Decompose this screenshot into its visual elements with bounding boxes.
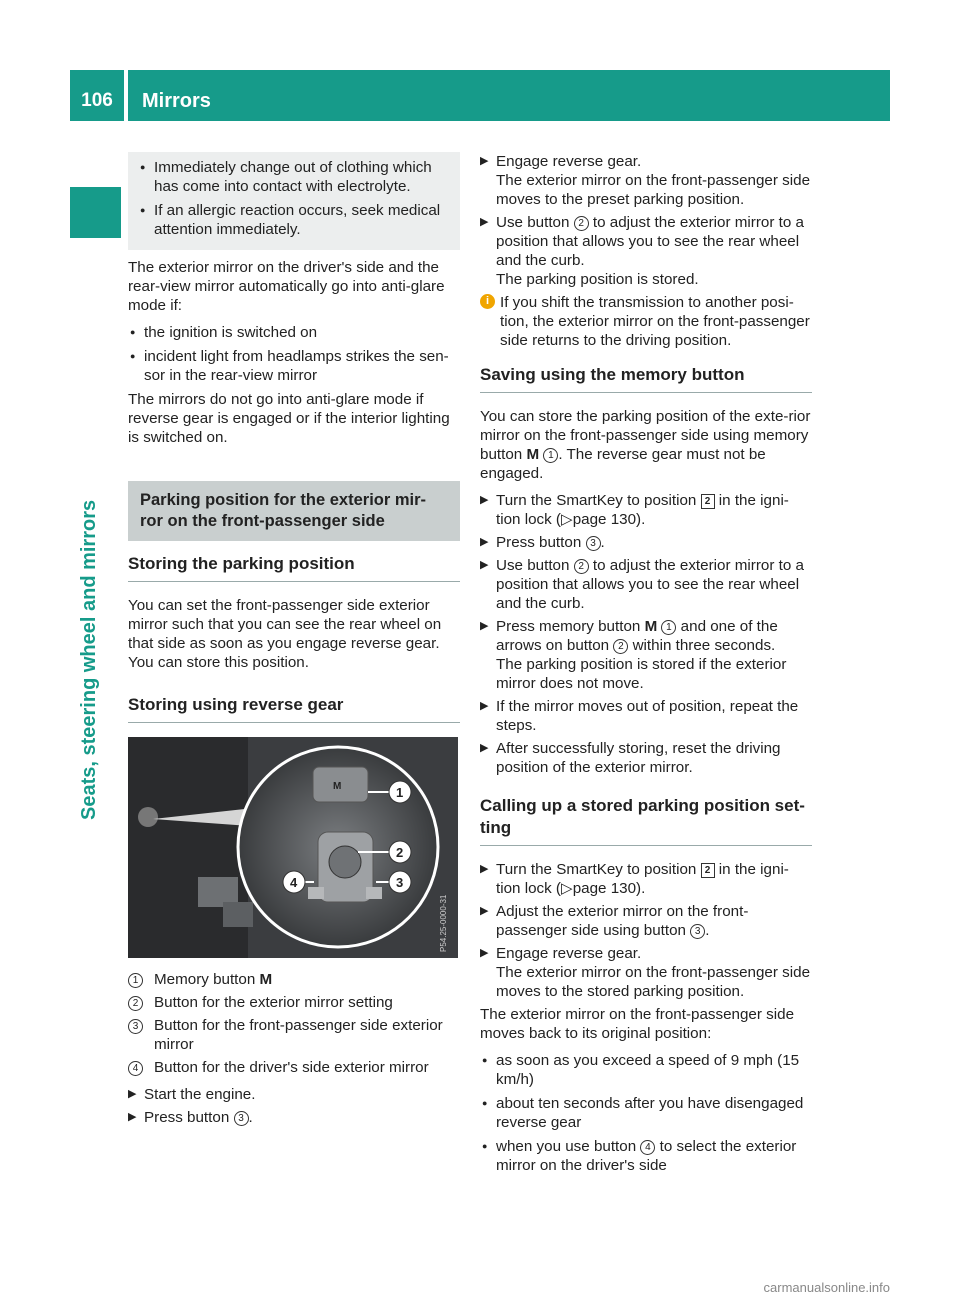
legend-item: 1 Memory button M <box>128 970 460 989</box>
paragraph: The exterior mirror on the front-passenger side moves back to its original position: <box>480 1006 795 1042</box>
subheading: Calling up a stored parking position set-ting <box>480 795 812 846</box>
warning-box <box>128 152 460 250</box>
list-item: ● when you use button 4 to select the exterior mirror on the driver's side <box>480 1137 812 1175</box>
paragraph: The exterior mirror on the driver's side and the rear-view mirror automatically go into anti-glare mode if: <box>128 259 445 314</box>
list-item: ● about ten seconds after you have disengaged reverse gear <box>480 1094 812 1132</box>
legend-item: 3 Button for the front-passenger side exterior mirror <box>128 1016 460 1054</box>
page-number: 106 <box>70 70 124 121</box>
figure-m-label: M <box>333 781 342 792</box>
legend-item: 2 Button for the exterior mirror setting <box>128 993 460 1012</box>
step: ▶ Engage reverse gear. The exterior mirror on the front-passenger side moves to the stored parking position. <box>480 944 812 1001</box>
step: ▶ Press memory button M 1 and one of the arrows on button 2 within three seconds. The parking position is stored if the exterior mirror does not move. <box>480 617 812 693</box>
step: ▶ Press button 3 . <box>480 533 812 552</box>
info-note: i If you shift the transmission to another posi-tion, the exterior mirror on the front-passenger side returns to the driving position. <box>480 293 812 350</box>
list-item: ● the ignition is switched on <box>128 323 460 342</box>
list-item: ● incident light from headlamps strikes the sen-sor in the rear-view mirror <box>128 347 460 385</box>
subheading: Saving using the memory button <box>480 364 812 393</box>
paragraph: The mirrors do not go into anti-glare mode if reverse gear is engaged or if the interior lighting is switched on. <box>128 391 450 446</box>
left-column <box>128 152 460 1131</box>
step: ▶ Turn the SmartKey to position 2 in the igni-tion lock (▷page 130). <box>480 491 812 529</box>
door-panel-illustration <box>128 737 458 958</box>
side-tab-block <box>70 187 121 238</box>
step: ▶ Adjust the exterior mirror on the front-passenger side using button 3 . <box>480 902 812 940</box>
step: ▶ After successfully storing, reset the driving position of the exterior mirror. <box>480 739 812 777</box>
side-tab-label: Seats, steering wheel and mirrors <box>78 499 100 820</box>
list-item: ● Immediately change out of clothing which has come into contact with electrolyte. <box>138 158 450 196</box>
list-item: ● If an allergic reaction occurs, seek medical attention immediately. <box>138 201 450 239</box>
mirror-controls-figure <box>128 737 458 958</box>
step: ▶ Turn the SmartKey to position 2 in the igni-tion lock (▷page 130). <box>480 860 812 898</box>
legend-item: 4 Button for the driver's side exterior mirror <box>128 1058 460 1077</box>
subheading: Storing the parking position <box>128 553 460 582</box>
step: ▶ Engage reverse gear. The exterior mirror on the front-passenger side moves to the preset parking position. <box>480 152 812 209</box>
callout-4: 4 <box>290 875 298 890</box>
callout-2: 2 <box>396 845 404 860</box>
callout-3: 3 <box>396 875 404 890</box>
step: ▶ If the mirror moves out of position, repeat the steps. <box>480 697 812 735</box>
paragraph: You can set the front-passenger side exterior mirror such that you can see the rear wheel on that side as soon as you engage reverse gear. You can store this position. <box>128 597 442 671</box>
right-column <box>480 152 812 1180</box>
step: ▶ Use button 2 to adjust the exterior mirror to a position that allows you to see the rear wheel and the curb. <box>480 556 812 613</box>
list-item: ● as soon as you exceed a speed of 9 mph (15 km/h) <box>480 1051 812 1089</box>
figure-code: P54.25-0000-31 <box>439 894 448 952</box>
step: ▶ Press button 3 . <box>128 1108 460 1127</box>
step: ▶ Use button 2 to adjust the exterior mirror to a position that allows you to see the rear wheel and the curb. The parking position is stored. <box>480 213 812 289</box>
info-icon: i <box>480 294 495 309</box>
page-title: Mirrors <box>128 70 890 121</box>
section-heading: Parking position for the exterior mir-ror on the front-passenger side <box>128 481 460 541</box>
subheading: Storing using reverse gear <box>128 694 460 723</box>
callout-1: 1 <box>396 785 404 800</box>
step: ▶ Start the engine. <box>128 1085 460 1104</box>
watermark: carmanualsonline.info <box>763 1280 890 1295</box>
paragraph: You can store the parking position of the exte-rior mirror on the front-passenger side using memory button M 1 . The reverse gear must not be engaged. <box>480 408 811 482</box>
